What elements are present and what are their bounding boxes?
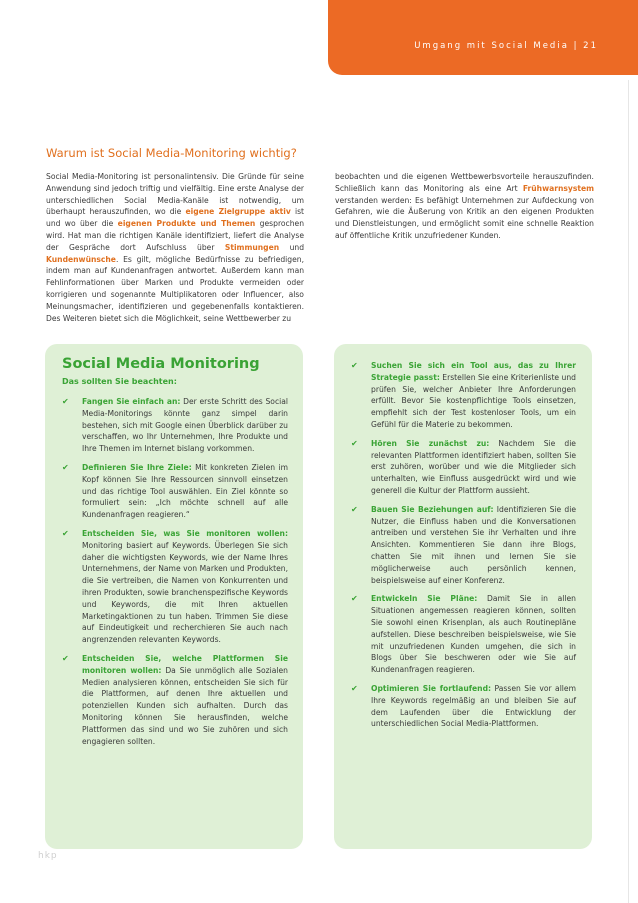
highlight-term: Themen: [221, 219, 256, 229]
checklist-item-heading: Bauen Sie Beziehungen auf:: [371, 504, 494, 514]
checklist-item: [62, 396, 288, 455]
checklist-item-heading: Definieren Sie Ihre Ziele:: [82, 462, 192, 472]
checkmark-icon: ✔: [62, 653, 69, 663]
checklist-item-text: Der erste Schritt des Social Media-Monitorings könnte ganz simpel darin bestehen, sich mit Google einen Überblick darüber zu verschaffen, wo Ihr Unternehmen, Ihre Produkte und Ihre Themen im Internet bislang vorkommen.: [82, 397, 288, 454]
highlight-term: Kundenwünsche: [46, 254, 116, 264]
checklist-item-text: Erstellen Sie eine Kriterienliste und prüfen Sie, welcher Anbieter Ihre Anforderungen erfüllt. Bevor Sie kostenpflichtige Tools einsetzen, empfiehlt sich der Test kostenloser Tools, um ein Gefühl für die Materie zu bekommen.: [371, 372, 576, 429]
highlight-term: Produkte: [156, 219, 196, 229]
intro-paragraph: Social Media-Monitoring ist personalintensiv. Die Gründe für seine Anwendung sind jedoch triftig und vielfältig. Eine erste Analyse der unterschiedlichen Social Media-Kanäle ist notwendig, um überhaupt herauszufinden, wo die eigene Zielgruppe aktiv ist und wo über die eigenen Produkte und Themen gesprochen wird. Hat man die richtigen Kanäle identifiziert, liefert die Analyse der Gespräche dort Aufschluss über Stimmungen und Kundenwünsche. Es gilt, mögliche Bedürfnisse zu befriedigen, indem man auf Kundenanfragen antwortet. Außerdem kann man Fehlinformationen über Marken und Produkte vermeiden oder korrigieren und sogenannte Multiplikatoren oder Influencer, also Meinungsmacher, identifizieren und gegebenenfalls kontaktieren. Des Weiteren bietet sich die Möglichkeit, seine Wettbewerber zu: [46, 172, 304, 323]
checklist-item-text: Monitoring basiert auf Keywords. Überlegen Sie sich daher die wichtigsten Keywords, wie der Name Ihres Unternehmens, der Name von Marken und Produkten, die Sie vertreiben, die Namen von Konkurrenten und ihren Produkten, sowie branchenspezifische Keywords und Keywords, die mit Ihren aktuellen Marketingaktionen zu tun haben. Trimmen Sie diese auf Eindeutigkeit und recherchieren Sie auch nach angrenzenden relevanten Keywords.: [82, 540, 288, 645]
running-header: Umgang mit Social Media | 21: [414, 41, 598, 51]
checklist-item: [351, 438, 576, 497]
checklist-item: [351, 683, 576, 730]
highlight-term: eigenen: [117, 219, 152, 229]
checklist-left: [62, 396, 288, 754]
checkmark-icon: ✔: [62, 462, 69, 472]
checklist-item-text: Damit Sie in allen Situationen angemessen reagieren können, sollten Sie sowohl einen Krisenplan, als auch Routinepläne aufstellen. Diese beschreiben beispielsweise, wie Sie mit unzufriedenen Kunden umgehen, die sich in Blogs über Sie beschweren oder wie Sie auf Kundenanfragen reagieren.: [371, 594, 576, 675]
checklist-item: [351, 360, 576, 431]
box-subtitle: Das sollten Sie beachten:: [62, 377, 177, 386]
intro-paragraph: beobachten und die eigenen Wettbewerbsvorteile herauszufinden. Schließlich kann das Monitoring als eine Art Frühwarnsystem verstanden werden: Es befähigt Unternehmen zur Aufdeckung von Gefahren, wie die Äußerung von Kritik an den eigenen Produkten und Dienstleistungen, und ermöglicht somit eine schnelle Reaktion auf öffentliche Kritik unzufriedener Kunden.: [335, 172, 594, 240]
checklist-item-text: Mit konkreten Zielen im Kopf können Sie Ihre Ressourcen sinnvoll einsetzen und das richtige Tool auswählen. Ein Ziel könnte so formuliert sein: „Ich möchte schnell auf alle Kundenanfragen reagieren.“: [82, 462, 288, 520]
box-title: Social Media Monitoring: [62, 356, 260, 372]
intro-column-right: [335, 171, 594, 301]
highlight-term: aktiv: [269, 207, 291, 217]
footer-mark: hkp: [38, 851, 58, 861]
checklist-right: [351, 360, 576, 737]
checklist-item-heading: Entscheiden Sie, welche Plattformen Sie monitoren wollen:: [82, 653, 288, 675]
intro-column-left: [46, 171, 304, 329]
highlight-term: Zielgruppe: [218, 207, 266, 217]
checklist-item-heading: Suchen Sie sich ein Tool aus, das zu Ihrer Strategie passt:: [371, 361, 576, 382]
checkmark-icon: ✔: [351, 594, 358, 604]
highlight-term: eigene: [185, 207, 215, 217]
checklist-item: [351, 593, 576, 676]
section-heading: Warum ist Social Media-Monitoring wichtig?: [46, 146, 297, 160]
checklist-item-heading: Optimieren Sie fortlaufend:: [371, 683, 492, 693]
highlight-term: und: [200, 219, 217, 229]
highlight-term: Stimmungen: [224, 242, 280, 252]
header-bar: [328, 0, 638, 75]
highlight-term: Frühwarnsystem: [522, 183, 594, 193]
checklist-item-heading: Hören Sie zunächst zu:: [371, 438, 490, 448]
checkmark-icon: ✔: [351, 438, 358, 448]
checklist-item: [351, 504, 576, 587]
checkmark-icon: ✔: [351, 683, 358, 693]
checkmark-icon: ✔: [351, 504, 358, 514]
checkmark-icon: ✔: [62, 397, 69, 406]
checklist-item-heading: Entwickeln Sie Pläne:: [371, 594, 478, 604]
checklist-item-heading: Fangen Sie einfach an:: [82, 397, 181, 406]
checklist-item-text: Da Sie unmöglich alle Sozialen Medien analysieren können, entscheiden Sie sich für die Plattformen, auf denen Ihre aktuellen und potenziellen Kunden sich aufhalten. Durch das Monitoring können Sie herausfinden, welche Plattformen das sind und wo Sie zuhören und sich engagieren sollten.: [82, 665, 288, 746]
checklist-item: [62, 653, 288, 747]
checklist-item: [62, 462, 288, 521]
checklist-item-text: Identifizieren Sie die Nutzer, die Einfluss haben und die Konversationen antreiben und verstehen Sie ihr Verhalten und ihre Ansichten. Kommentieren Sie dann ihre Blogs, chatten Sie mit ihnen und lernen Sie sie möglicherweise auch persönlich kennen, beispielsweise auf einer Konferenz.: [371, 504, 576, 585]
checklist-item-text: Nachdem Sie die relevanten Plattformen identifiziert haben, sollten Sie erst zuhören, worüber und wie die Mitglieder sich unterhalten, wie Einfluss ausgedrückt wird und wie generell die Kultur der Plattform aussieht.: [371, 438, 576, 495]
checklist-item-heading: Entscheiden Sie, was Sie monitoren wollen:: [82, 528, 288, 538]
page-edge-rule: [628, 80, 629, 903]
checklist-item: [62, 528, 288, 646]
checklist-item-text: Passen Sie vor allem Ihre Keywords regelmäßig an und bleiben Sie auf dem Laufenden über die Entwicklung der unterschiedlichen Social Media-Plattformen.: [371, 683, 576, 729]
checkmark-icon: ✔: [351, 361, 358, 370]
checkmark-icon: ✔: [62, 528, 69, 538]
